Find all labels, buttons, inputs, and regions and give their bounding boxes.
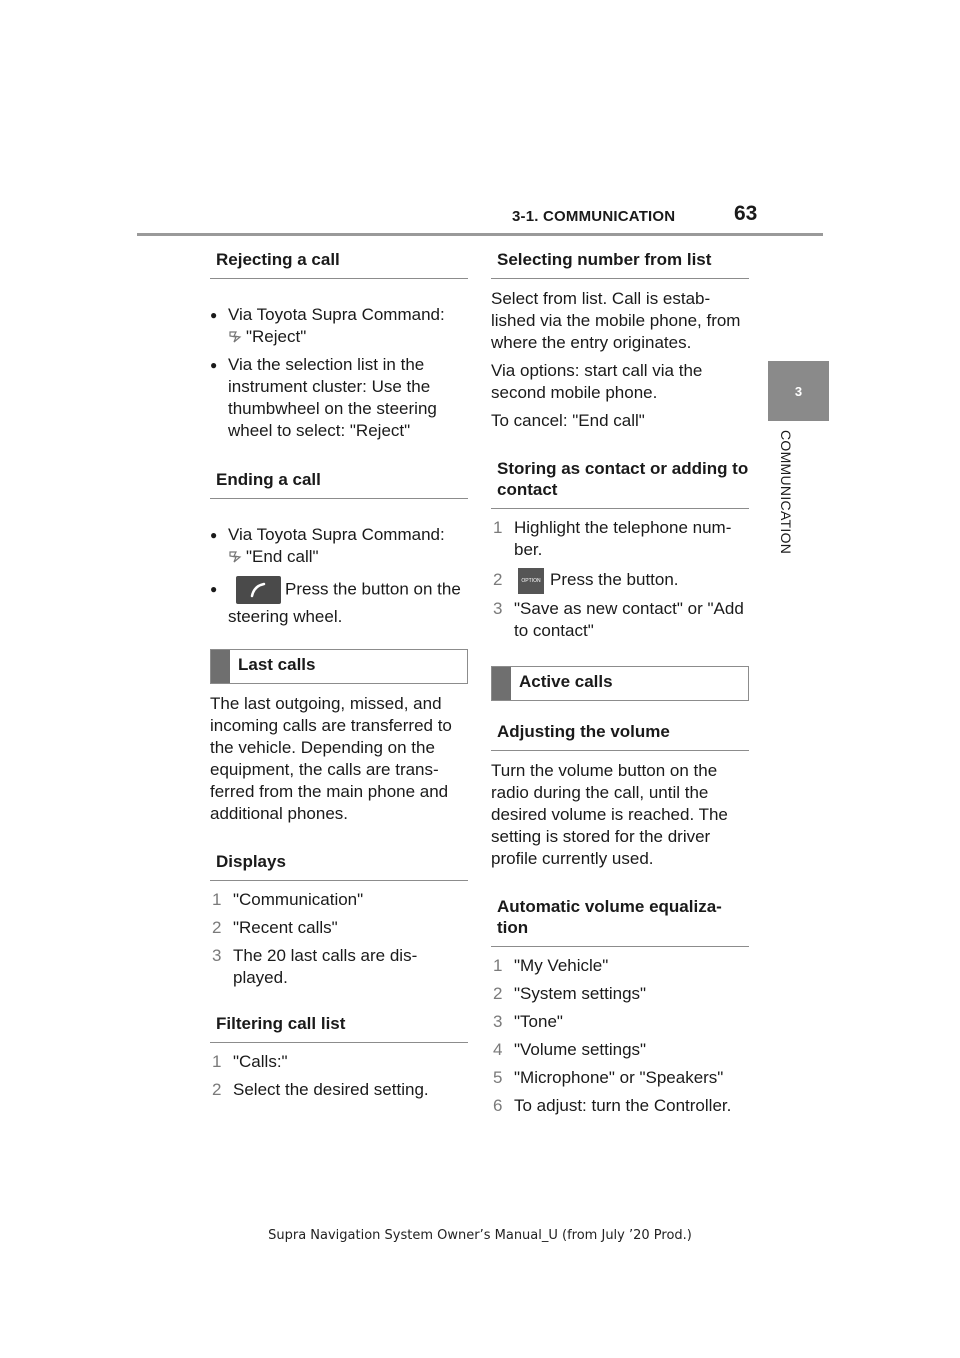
reject-bullet-cluster: ● Via the selection list in the instrument cluster: Use the thumbwheel on the steering wheel to select: "Reject": [210, 354, 468, 442]
end-bullet-button: ● Press the button on the steering wheel.: [210, 576, 468, 630]
section-title: 3-1. COMMUNICATION: [512, 208, 676, 225]
chapter-label: COMMUNICATION: [778, 430, 794, 555]
heading-selecting-number: Selecting number from list: [491, 249, 749, 279]
filtering-step: 2 Select the desired setting.: [212, 1080, 429, 1099]
volume-text: Turn the volume button on the radio during the call, until the desired volume is reached. The setting is stored for the driver profile currently used.: [491, 760, 728, 868]
auto-volume-step: 2 "System settings": [493, 983, 647, 1003]
command-icon: [228, 331, 242, 343]
auto-volume-step: 1 "My Vehicle": [493, 955, 609, 975]
page-number: 63: [734, 202, 758, 225]
heading-filtering-call-list: Filtering call list: [210, 1013, 468, 1043]
heading-last-calls: Last calls: [210, 649, 468, 684]
heading-displays: Displays: [210, 851, 468, 881]
storing-step: 2 OPTION Press the button.: [491, 567, 749, 594]
left-column: [210, 249, 468, 1101]
auto-volume-step: 6 To adjust: turn the Controller.: [493, 1095, 732, 1115]
reject-bullet-command: ● Via Toyota Supra Command: "Reject": [210, 304, 468, 348]
header-divider: [137, 233, 823, 236]
selecting-text-2: Via options: start call via the second mobile phone.: [491, 361, 703, 402]
displays-step: 1 "Communication": [212, 890, 364, 909]
last-calls-text: The last outgoing, missed, and incoming calls are transferred to the vehicle. Depending on the equipment, the calls are trans-ferred from the main phone and additional phones.: [210, 694, 452, 823]
heading-ending-call: Ending a call: [210, 469, 468, 499]
command-icon: [228, 551, 242, 563]
phone-button-icon: [236, 576, 281, 604]
end-bullet-command: ● Via Toyota Supra Command: "End call": [210, 524, 468, 568]
storing-step: 3 "Save as new contact" or "Add to contact": [493, 598, 744, 640]
heading-active-calls: Active calls: [491, 666, 749, 701]
heading-auto-volume: Automatic volume equaliza-tion: [491, 896, 749, 947]
heading-storing-contact: Storing as contact or adding to contact: [491, 458, 749, 509]
footer-manual-title: Supra Navigation System Owner’s Manual_U (from July ’20 Prod.): [268, 1228, 692, 1243]
right-column: [491, 249, 749, 1117]
displays-step: 3 The 20 last calls are dis-played.: [212, 946, 418, 987]
storing-step: 1 Highlight the telephone num-ber.: [493, 518, 732, 559]
heading-adjusting-volume: Adjusting the volume: [491, 721, 749, 751]
filtering-step: 1 "Calls:": [212, 1052, 288, 1071]
auto-volume-step: 4 "Volume settings": [493, 1039, 647, 1059]
displays-step: 2 "Recent calls": [212, 918, 338, 937]
heading-rejecting-call: Rejecting a call: [210, 249, 468, 279]
chapter-tab: 3: [768, 361, 829, 421]
selecting-text-1: Select from list. Call is estab-lished via the mobile phone, from where the entry originates.: [491, 289, 741, 352]
auto-volume-step: 3 "Tone": [493, 1011, 563, 1031]
option-button-icon: OPTION: [518, 568, 544, 594]
auto-volume-step: 5 "Microphone" or "Speakers": [493, 1067, 724, 1087]
selecting-text-3: To cancel: "End call": [491, 411, 645, 430]
